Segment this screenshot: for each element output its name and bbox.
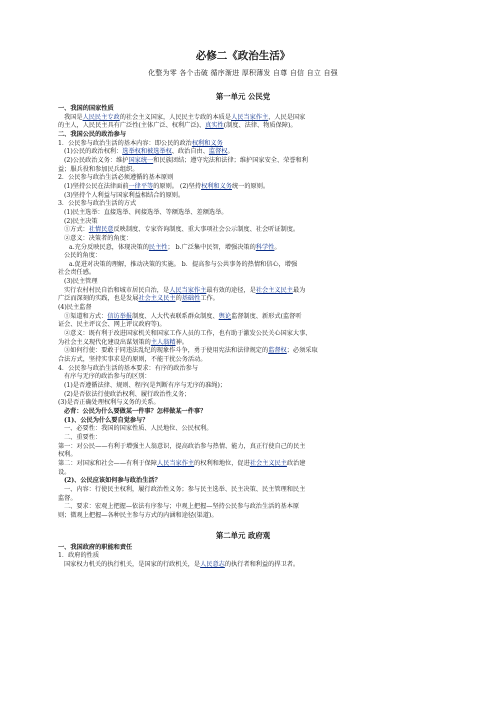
text-line: 则；微观上把握—各种民主参与方式的内涵和途径(渠道)。 [58, 511, 218, 519]
underlined-phrase: 社会主义民主 [255, 286, 293, 294]
text-line: ③如何行使：要敢于同违法乱纪的现象作斗争，勇于使用宪法和法律规定的监督权；必须采取 [64, 347, 318, 355]
underlined-phrase: 社情民意 [88, 226, 114, 234]
underlined-phrase: 基础性 [181, 295, 201, 303]
text-line: 有序与无序的政治参与的区别： [64, 373, 151, 381]
text-line: ①渠道和方式：信访举报制度、人大代表联系群众制度、舆论监督制度、新形式(监督听 [64, 312, 302, 320]
unit-2-heading: 第二单元 政府观 [215, 530, 271, 540]
section-heading: (2)、公民应该如何参与政治生活？ [64, 477, 161, 485]
text-line: (3)坚持个人利益与国家利益相结合的原则。 [64, 191, 185, 199]
text-line: (1)民主选举：直接选举、间接选举、等额选举、差额选举。 [64, 208, 228, 216]
text-line: a.促进对决策的理解，推动决策的实施。 b．提高参与公共事务的热情和信心，增强 [69, 260, 298, 268]
text-line: 合法方式，坚持实事求是的原则，不能干扰公务活动。 [58, 356, 207, 364]
motto-line: 化整为零 各个击破 循序渐进 厚积薄发 自尊 自信 自立 自强 [148, 69, 338, 77]
text-line: (1)公民的政治权利：选举权和被选举权、政治自由、监督权。 [64, 148, 234, 156]
underlined-phrase: 监督权 [268, 347, 287, 355]
underlined-phrase: 人民意志 [200, 560, 225, 568]
text-line: a.充分反映民意，体现决策的民主性； b.广泛集中民智，增强决策的科学性。 [69, 243, 281, 251]
text-line: 一、必要性：我国的国家性质、人民地位、公民权利。 [64, 425, 213, 433]
underlined-phrase: 真实性 [205, 122, 224, 130]
section-heading: 必背：公民为什么要做某一件事？怎样做某一件事？ [64, 407, 207, 415]
section-heading: 一、我国政府的职能和责任 [58, 543, 133, 551]
text-line: 的主人，人民民主具有广泛性(主体广泛、权利广泛)、真实性(制度、法律、物质保障)。 [58, 122, 297, 130]
section-heading: 二、我国公民的政治参与 [58, 130, 127, 138]
underlined-phrase: 社会主义民主 [138, 295, 176, 303]
text-line: 1．公民参与政治生活的基本内容：即公民的政治权利和义务 [58, 139, 223, 147]
text-line: (4)民主监督 [58, 304, 92, 312]
text-line: 广泛而深刻的实践，也是发展社会主义民主的基础性工作。 [58, 295, 219, 303]
text-line: 二、重要性： [64, 433, 102, 441]
text-line: (3)民主管理 [64, 278, 98, 286]
underlined-phrase: 信访举报 [107, 312, 133, 320]
text-line: 1．政府的性质 [58, 552, 100, 560]
document-title: 必修二《政治生活》 [195, 50, 291, 62]
text-line: (1)是否遵循法律、规则、程序(是判断有序与无序的准绳)； [64, 382, 227, 389]
text-line: 二、要求：宏观上把握—依法有序参与；中观上把握—坚持公民参与政治生活的基本原 [64, 503, 300, 511]
underlined-phrase: 选举权和被选举权 [122, 148, 172, 156]
underlined-phrase: 社会主义民主 [249, 459, 287, 467]
text-line: 监督。 [58, 494, 77, 502]
unit-2-body [58, 544, 428, 570]
text-line: 2．公民参与政治生活必须遵循的基本原则 [58, 174, 174, 182]
text-line: 第二：对国家和社会——有利于保障人民当家作主的权利和地位，促进社会主义民主政治建 [58, 459, 306, 467]
text-line: (3)是否正确处理权利与义务的关系。 [58, 399, 160, 407]
section-heading: 一、我国的国家性质 [58, 105, 114, 112]
text-line: 3．公民参与政治生活的方式 [58, 200, 137, 208]
text-line: 社会责任感。 [58, 269, 96, 277]
underlined-phrase: 监督权 [208, 148, 228, 156]
text-line: 证会、民主评议会、网上评议政府等)。 [58, 321, 166, 329]
text-line: ②意义：既有利于改进国家机关和国家工作人员的工作，也有助于激发公民关心国家大事、 [64, 330, 312, 338]
underlined-phrase: 一律平等 [128, 182, 154, 190]
section-heading: (1)、公民为什么要自觉参与？ [64, 416, 149, 424]
underlined-phrase: 民主性 [148, 243, 168, 251]
text-line: ②意义：决策者的角度： [64, 234, 133, 242]
underlined-phrase: 国家统一 [128, 156, 154, 164]
text-line: 公民的角度： [64, 252, 102, 260]
text-line: 我国是人民民主专政的社会主义国家，人民民主专政的本质是人民当家作主，人民是国家 [64, 113, 306, 121]
text-line: 4．公民参与政治生活的基本要求：有序的政治参与 [58, 364, 199, 372]
unit-1-heading: 第一单元 公民党 [215, 92, 271, 101]
text-line: 为社会主义现代化建设出谋划策的主人翁精神。 [58, 338, 188, 346]
underlined-phrase: 权利和义务 [191, 139, 223, 147]
underlined-phrase: 人民当家作主 [231, 113, 269, 121]
text-line: 权利。 [58, 451, 77, 459]
text-line: 第一：对公民——有利于增强主人翁意识，提高政治参与热情、能力，真正行使自己的民主 [58, 442, 306, 450]
underlined-phrase: 人民当家作主 [157, 459, 195, 467]
underlined-phrase: 舆论 [218, 312, 232, 320]
text-line: 国家权力机关的执行机关，是国家的行政机关，是人民意志的执行者和利益的捍卫者。 [64, 560, 300, 568]
underlined-phrase: 人民民主专政 [82, 113, 120, 121]
text-line: 益；服兵役和参加民兵组织。 [58, 165, 139, 173]
underlined-phrase: 人民当家作主 [169, 286, 207, 294]
underlined-phrase: 科学性 [255, 243, 275, 251]
text-line: (2)是否依法行使政治权利、履行政治性义务； [64, 390, 191, 398]
text-line: 设。 [58, 468, 71, 476]
text-line: 一、内容：行使民主权利，履行政治性义务；参与民主选举、民主决策、民主管理和民主 [64, 485, 306, 493]
text-line: ①方式：社情民意反映制度、专家咨询制度、重大事项社会公示制度、社会听证制度。 [64, 226, 300, 234]
text-line: 实行农村村民自治和城市居民自治，是人民当家作主最有效的途径，是社会主义民主最为 [64, 286, 306, 294]
text-line: (2)民主决策 [64, 217, 98, 225]
unit-1-body [58, 105, 428, 521]
text-line: (2)公民政治义务：维护国家统一和民族团结；遵守宪法和法律；维护国家安全、荣誉和利 [64, 156, 308, 164]
underlined-phrase: 权利和义务 [201, 182, 232, 190]
underlined-phrase: 主人翁精 [150, 338, 176, 346]
text-line: (1)坚持公民在法律面前一律平等的原则。 (2)坚持权利和义务统一的原则。 [64, 182, 270, 190]
